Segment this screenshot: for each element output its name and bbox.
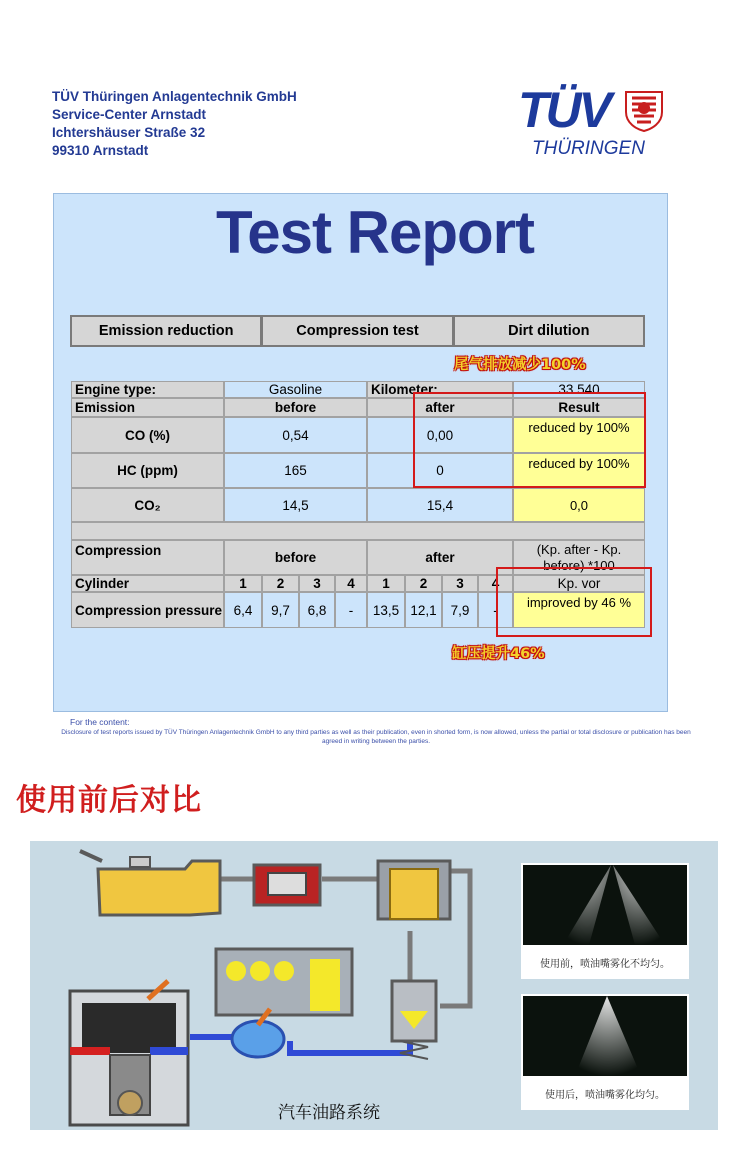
report-title: Test Report (216, 199, 534, 266)
diagram-caption: 汽车油路系统 (278, 1103, 380, 1123)
lion-shield-icon (624, 90, 664, 132)
tab-dirt-dilution: Dirt dilution (453, 315, 645, 347)
emission-label: Emission (71, 398, 224, 417)
report-tabs (70, 315, 645, 347)
hc-before: 165 (224, 453, 367, 488)
cyl-before-2: 2 (262, 575, 299, 592)
cyl-after-3: 3 (442, 575, 478, 592)
compression-formula: (Kp. after - Kp. before) *100 (513, 540, 645, 575)
table-spacer (71, 522, 645, 540)
co-result: reduced by 100% (513, 417, 645, 453)
compression-before-header: before (224, 540, 367, 575)
emission-note: 尾气排放减少100% (454, 357, 586, 373)
co-after: 0,00 (367, 417, 513, 453)
pressure-after-4: - (478, 592, 513, 628)
cyl-after-2: 2 (405, 575, 442, 592)
pressure-result: improved by 46 % (513, 592, 645, 628)
cyl-after-4: 4 (478, 575, 513, 592)
service-center: Service-Center Arnstadt (52, 107, 207, 122)
hc-result: reduced by 100% (513, 453, 645, 488)
engine-type-label: Engine type: (71, 381, 224, 398)
engine-type-value: Gasoline (224, 381, 367, 398)
emission-highlight-box (413, 392, 646, 488)
company-name: TÜV Thüringen Anlagentechnik GmbH (52, 89, 297, 104)
co2-label: CO₂ (71, 488, 224, 522)
pressure-after-2: 12,1 (405, 592, 442, 628)
even-spray-icon (523, 996, 687, 1076)
compression-highlight-box (496, 567, 652, 637)
co2-after: 15,4 (367, 488, 513, 522)
spray-before-image (523, 865, 687, 945)
spray-after-card (521, 994, 689, 1110)
co2-before: 14,5 (224, 488, 367, 522)
result-header: Result (513, 398, 645, 417)
company-address (52, 88, 297, 160)
co-before: 0,54 (224, 417, 367, 453)
pressure-before-4: - (335, 592, 367, 628)
compression-after-header: after (367, 540, 513, 575)
pressure-after-1: 13,5 (367, 592, 405, 628)
kilometer-label: Kilometer: (367, 381, 513, 398)
pressure-after-3: 7,9 (442, 592, 478, 628)
footer-disclosure: Disclosure of test reports issued by TÜV Thüringen Anlagentechnik GmbH to any third parties as well as their publication, even in shorted form, is now allowed, unless the partial or total disclosure or publication has been agreed in writing between the parties. (61, 729, 691, 745)
tab-emission-reduction: Emission reduction (70, 315, 261, 347)
uneven-spray-icon (523, 865, 687, 945)
city: 99310 Arnstadt (52, 143, 149, 158)
pressure-before-1: 6,4 (224, 592, 262, 628)
street: Ichtershäuser Straße 32 (52, 125, 206, 140)
cyl-before-4: 4 (335, 575, 367, 592)
compression-note: 缸压提升46% (452, 646, 545, 662)
cylinder-label: Cylinder (71, 575, 224, 592)
logo-word: TÜV (518, 82, 609, 138)
tab-compression-test: Compression test (261, 315, 452, 347)
report-footer (56, 718, 696, 746)
pressure-before-2: 9,7 (262, 592, 299, 628)
spray-after-image (523, 996, 687, 1076)
co2-result: 0,0 (513, 488, 645, 522)
logo-sub: THÜRINGEN (532, 138, 645, 159)
cyl-after-1: 1 (367, 575, 405, 592)
footer-for-content: For the content: (70, 717, 130, 727)
after-header: after (367, 398, 513, 417)
hc-after: 0 (367, 453, 513, 488)
co-label: CO (%) (71, 417, 224, 453)
fuel-system-diagram (30, 841, 718, 1130)
pressure-label: Compression pressure (71, 592, 224, 628)
compare-title: 使用前后对比 (16, 783, 202, 818)
compression-label: Compression (71, 540, 224, 575)
hc-label: HC (ppm) (71, 453, 224, 488)
pressure-before-3: 6,8 (299, 592, 335, 628)
before-header: before (224, 398, 367, 417)
spray-after-caption: 使用后，喷油嘴雾化均匀。 (545, 1090, 665, 1101)
kilometer-value: 33.540 (513, 381, 645, 398)
spray-before-card (521, 863, 689, 979)
cyl-before-3: 3 (299, 575, 335, 592)
tuv-logo (512, 84, 672, 164)
kp-vor: Kp. vor (513, 575, 645, 592)
cyl-before-1: 1 (224, 575, 262, 592)
spray-before-caption: 使用前，喷油嘴雾化不均匀。 (540, 959, 670, 970)
